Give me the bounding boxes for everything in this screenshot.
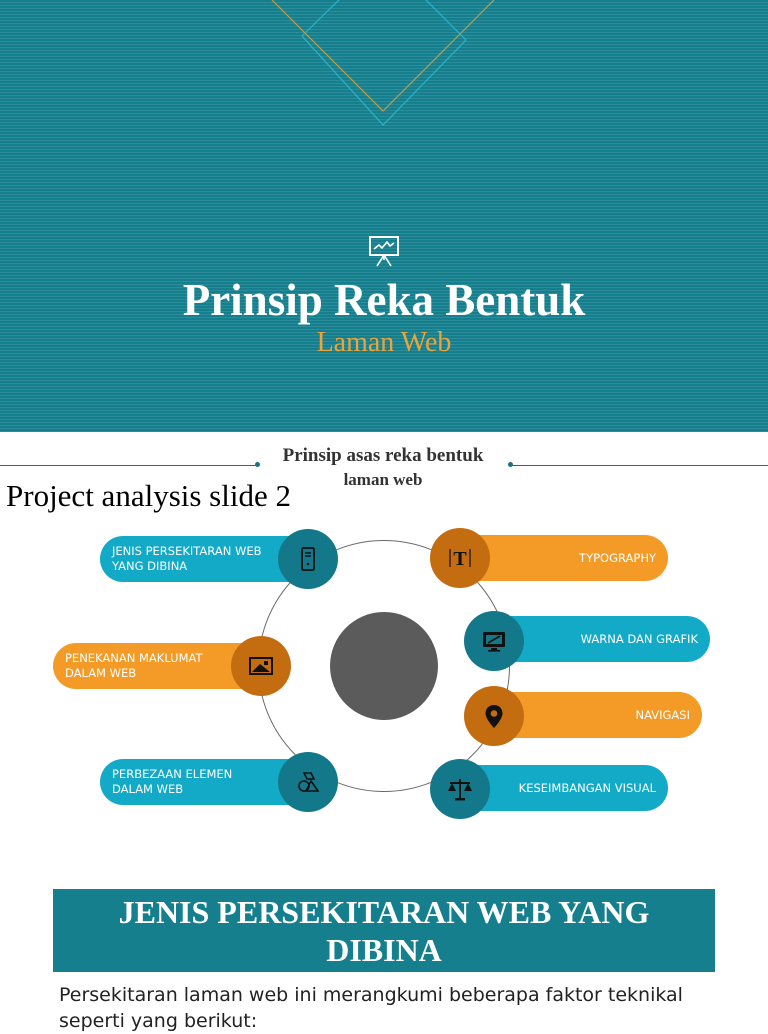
divider-right	[512, 465, 768, 466]
principle-label: JENIS PERSEKITARAN WEB YANG DIBINA	[112, 544, 262, 573]
section-banner	[53, 889, 715, 972]
section-body-text: Persekitaran laman web ini merangkumi beberapa faktor teknikal seperti yang berikut:	[59, 984, 683, 1032]
principle-label: WARNA DAN GRAFIK	[580, 631, 698, 646]
heading-line-1: Prinsip asas reka bentuk	[282, 445, 484, 466]
typography-icon	[430, 528, 490, 588]
divider-left	[0, 465, 257, 466]
diamond-decoration	[0, 0, 768, 432]
slide-caption: Project analysis slide 2	[6, 478, 291, 513]
title-slide	[0, 0, 768, 432]
slide-subtitle: Laman Web	[316, 327, 452, 358]
image-icon	[231, 636, 291, 696]
map-pin-icon	[464, 686, 524, 746]
diagram-center	[330, 612, 438, 720]
monitor-icon	[464, 611, 524, 671]
presentation-board-icon	[368, 234, 400, 268]
banner-title: JENIS PERSEKITARAN WEB YANG DIBINA	[118, 893, 650, 968]
shapes-icon	[278, 752, 338, 812]
principle-label: PENEKANAN MAKLUMAT DALAM WEB	[65, 651, 203, 680]
principle-label: TYPOGRAPHY	[579, 550, 656, 565]
principle-label: KESEIMBANGAN VISUAL	[518, 780, 656, 795]
principle-label: NAVIGASI	[635, 707, 690, 722]
svg-text:T: T	[453, 548, 467, 570]
slide-title: Prinsip Reka Bentuk	[182, 275, 586, 325]
principles-heading	[252, 444, 514, 492]
heading-line-2: laman web	[343, 470, 423, 489]
principle-label: PERBEZAAN ELEMEN DALAM WEB	[112, 767, 233, 796]
scales-icon	[430, 759, 490, 819]
server-icon	[278, 529, 338, 589]
